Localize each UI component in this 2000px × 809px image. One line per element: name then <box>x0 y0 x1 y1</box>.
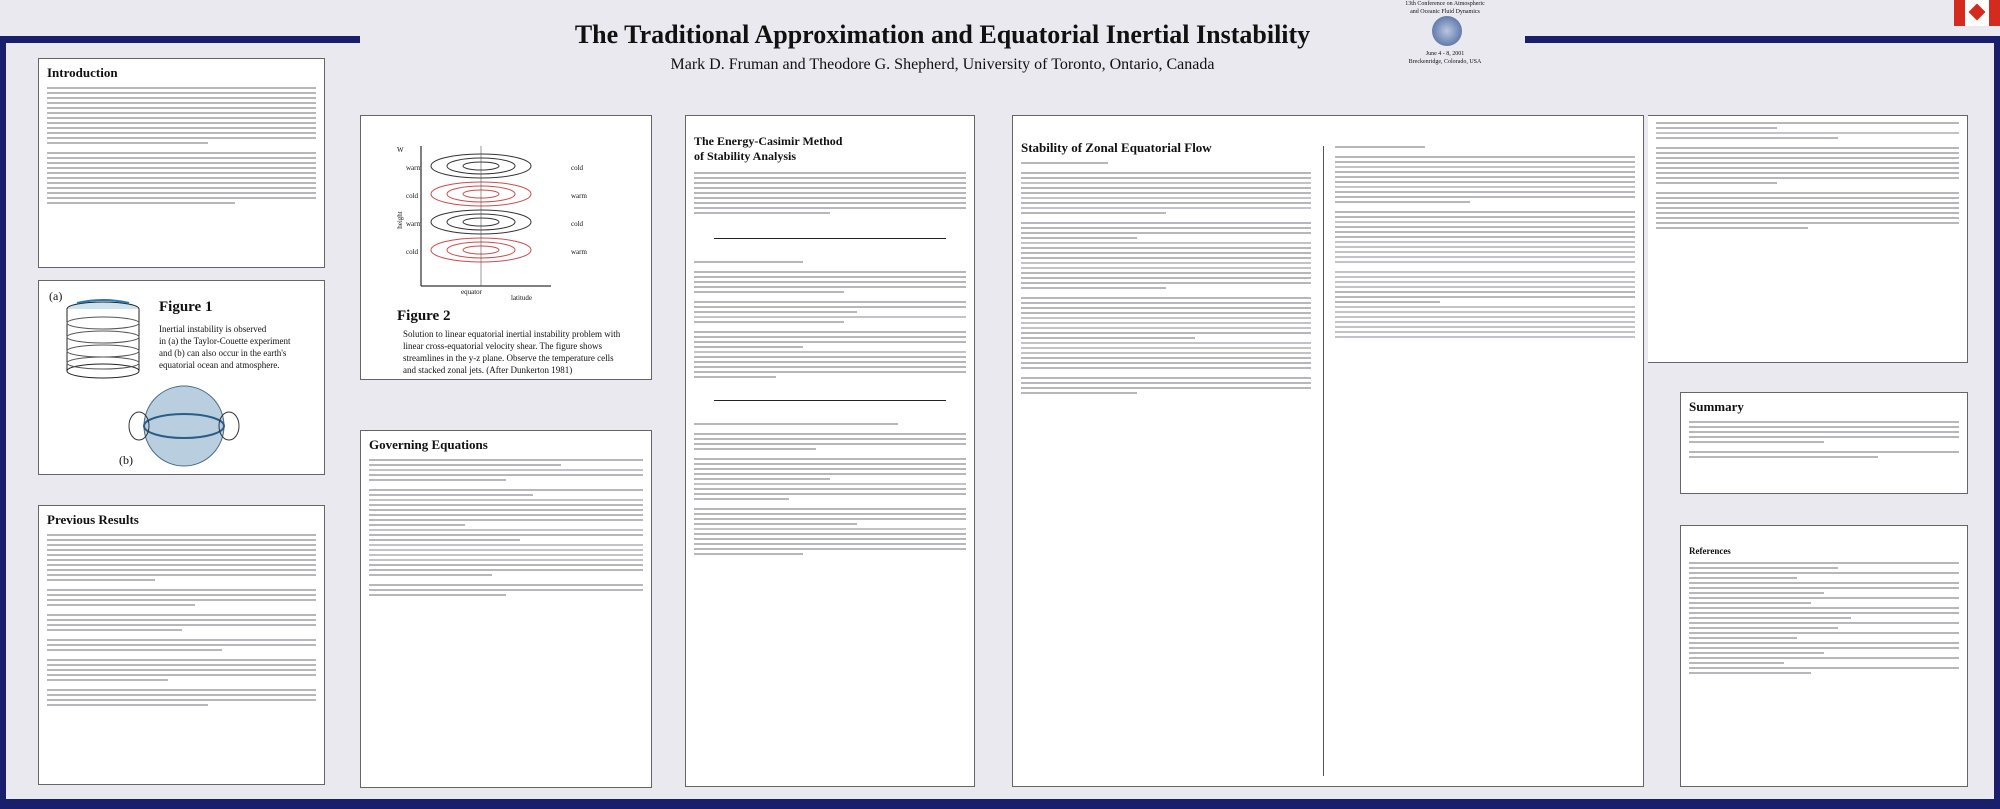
conference-line1: 13th Conference on Atmospheric <box>1405 1 1485 7</box>
introduction-panel <box>38 58 325 268</box>
references-heading: References <box>1689 546 1731 556</box>
previous-results-panel <box>38 505 325 785</box>
figure2-label-cold-3: cold <box>571 164 584 172</box>
stability-right-text <box>1335 146 1635 341</box>
bottom-band <box>0 799 2000 809</box>
governing-equations-heading: Governing Equations <box>369 437 488 452</box>
introduction-text <box>47 87 316 204</box>
energy-casimir-text <box>694 172 966 555</box>
figure2-label-warm-3: warm <box>571 192 587 200</box>
figure2-label-cold-4: cold <box>571 220 584 228</box>
conference-dates: June 4 - 8, 2001 <box>1425 51 1465 57</box>
canada-flag-icon <box>1954 0 2000 26</box>
conference-place: Breckenridge, Colorado, USA <box>1408 59 1482 65</box>
figure2-panel <box>360 115 652 380</box>
right-band <box>1994 36 2000 809</box>
figure2-label-warm-2: warm <box>406 220 422 228</box>
summary-panel <box>1680 392 1968 494</box>
figure1-b-label: (b) <box>119 453 133 467</box>
figure2-label-warm-1: warm <box>406 164 422 172</box>
previous-results-heading: Previous Results <box>47 512 139 527</box>
stability-left-text <box>1021 162 1311 397</box>
figure2-latitude-label: latitude <box>511 294 532 302</box>
conference-line2: and Oceanic Fluid Dynamics <box>1410 9 1480 15</box>
continued-text-panel <box>1648 115 1968 363</box>
previous-results-text <box>47 534 316 706</box>
streamline-diagram <box>401 146 551 296</box>
figure2-title: Figure 2 <box>397 308 451 324</box>
figure2-label-cold-1: cold <box>406 192 419 200</box>
figure2-label-cold-2: cold <box>406 248 419 256</box>
governing-equations-panel <box>360 430 652 788</box>
introduction-heading: Introduction <box>47 65 118 80</box>
conference-seal-icon <box>1432 16 1462 46</box>
figure1-panel <box>38 280 325 475</box>
poster-header <box>360 0 1525 95</box>
summary-text <box>1689 421 1959 458</box>
references-text <box>1689 562 1959 674</box>
figure2-height-label: height <box>395 211 404 229</box>
figure1-title: Figure 1 <box>159 299 213 315</box>
figure2-equator-label: equator <box>461 288 482 296</box>
figure2-w-label: W <box>397 146 404 154</box>
stability-panel <box>1012 115 1644 787</box>
taylor-couette-cylinder-icon <box>61 299 145 381</box>
continued-text <box>1656 122 1959 229</box>
figure1-caption: Inertial instability is observed in (a) the Taylor-Couette experiment and (b) can also occur in the earth's equatorial ocean and atmosphere. <box>159 324 291 370</box>
poster-title: The Traditional Approximation and Equatorial Inertial Instability <box>574 20 1311 49</box>
stability-column-divider <box>1323 146 1324 776</box>
governing-equations-text <box>369 459 643 596</box>
energy-casimir-panel <box>685 115 975 787</box>
figure1-a-label: (a) <box>49 289 63 303</box>
poster-authors: Mark D. Fruman and Theodore G. Shepherd, University of Toronto, Ontario, Canada <box>670 56 1215 73</box>
figure2-caption: Solution to linear equatorial inertial instability problem with linear cross-equatorial velocity shear. The figure shows streamlines in the y-z plane. Observe the temperature cells and stacked zonal jets. (After Dunkerton 1981) <box>403 329 621 375</box>
energy-casimir-heading-2: of Stability Analysis <box>694 149 797 163</box>
left-band <box>0 36 6 809</box>
summary-heading: Summary <box>1689 399 1744 414</box>
stability-heading: Stability of Zonal Equatorial Flow <box>1021 140 1212 155</box>
figure2-label-warm-4: warm <box>571 248 587 256</box>
references-panel <box>1680 525 1968 787</box>
energy-casimir-heading-1: The Energy-Casimir Method <box>694 134 843 148</box>
